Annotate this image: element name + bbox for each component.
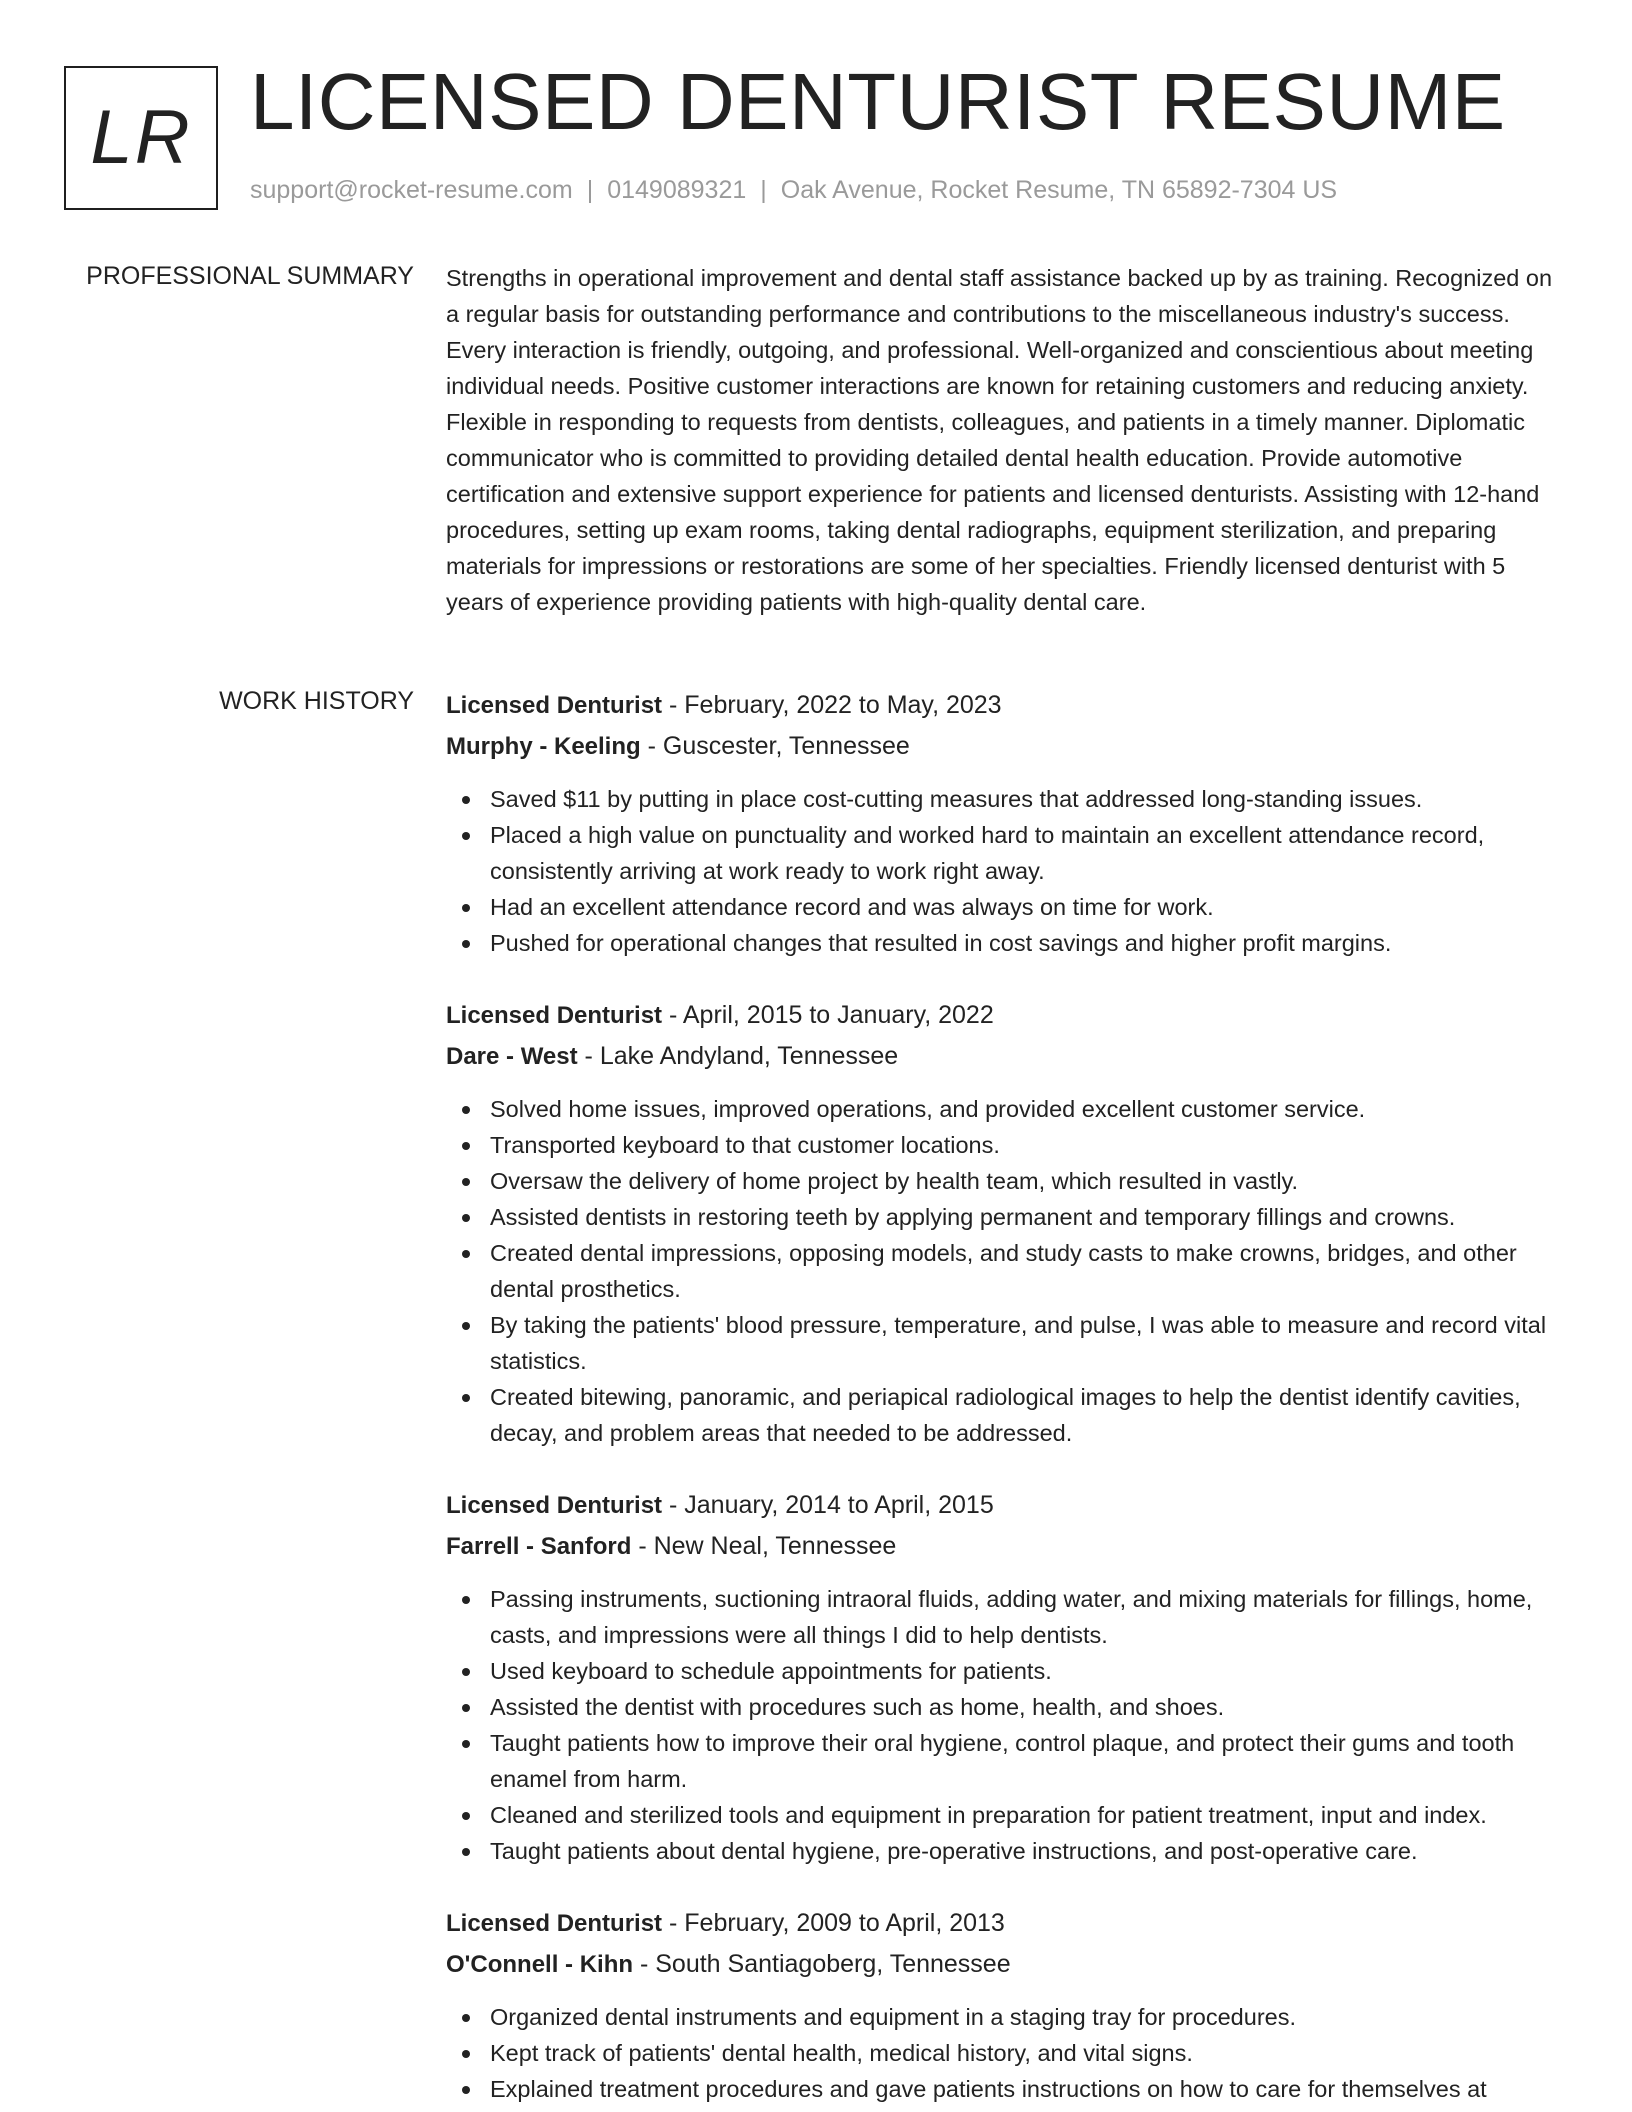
job-title-line: [446, 685, 1564, 726]
job-company: Murphy - Keeling: [446, 733, 641, 760]
job-dates: - April, 2015 to January, 2022: [662, 1001, 994, 1029]
job-company-line: [446, 1944, 1564, 1985]
work-history-heading: WORK HISTORY: [219, 687, 414, 715]
job-bullet: Passing instruments, suctioning intraoral fluids, adding water, and mixing materials for fillings, home, casts, and impressions were all things I did to help dentists.: [446, 1581, 1564, 1653]
job-title: Licensed Denturist: [446, 692, 663, 719]
job-bullet: Assisted the dentist with procedures such as home, health, and shoes.: [446, 1689, 1564, 1725]
job-location: - Lake Andyland, Tennessee: [577, 1042, 899, 1070]
job-company: Dare - West: [446, 1043, 578, 1070]
job-company-line: [446, 1036, 1564, 1077]
job-title: Licensed Denturist: [446, 1492, 663, 1519]
job-bullet: Assisted dentists in restoring teeth by applying permanent and temporary fillings and crowns.: [446, 1199, 1564, 1235]
job-company: O'Connell - Kihn: [446, 1951, 634, 1978]
job-title: Licensed Denturist: [446, 1910, 663, 1937]
contact-line: [250, 175, 1337, 205]
job-bullet: Oversaw the delivery of home project by health team, which resulted in vastly.: [446, 1163, 1564, 1199]
job-bullet: By taking the patients' blood pressure, temperature, and pulse, I was able to measure and record vital statistics.: [446, 1307, 1564, 1379]
job-company-line: [446, 726, 1564, 767]
work-history-list: [446, 685, 1564, 2112]
job-bullet: Pushed for operational changes that resulted in cost savings and higher profit margins.: [446, 925, 1564, 961]
job-entry: [446, 1485, 1564, 1869]
monogram-initials: LR: [90, 95, 192, 180]
job-bullet: Cleaned and sterilized tools and equipment in preparation for patient treatment, input and index.: [446, 1797, 1564, 1833]
job-bullets: [446, 1999, 1564, 2107]
job-bullet: Explained treatment procedures and gave patients instructions on how to care for themselves at: [446, 2071, 1564, 2107]
job-title-line: [446, 1485, 1564, 1526]
contact-address: Oak Avenue, Rocket Resume, TN 65892-7304 US: [780, 176, 1338, 204]
job-bullet: Placed a high value on punctuality and worked hard to maintain an excellent attendance record, consistently arriving at work ready to work right away.: [446, 817, 1564, 889]
contact-email[interactable]: support@rocket-resume.com: [250, 176, 573, 204]
summary-text: Strengths in operational improvement and dental staff assistance backed up by as training. Recognized on a regular basis for outstanding performance and contributions to the miscellaneous industry's success. Every interaction is friendly, outgoing, and professional. Well-organized and conscientious about meeting individual needs. Positive customer interactions are known for retaining customers and reducing anxiety. Flexible in responding to requests from dentists, colleagues, and patients in a timely manner. Diplomatic communicator who is committed to providing detailed dental health education. Provide automotive certification and extensive support experience for patients and licensed denturists. Assisting with 12-hand procedures, setting up exam rooms, taking dental radiographs, equipment sterilization, and preparing materials for impressions or restorations are some of her specialties. Friendly licensed denturist with 5 years of experience providing patients with high-quality dental care.: [446, 265, 1553, 615]
summary-body: [446, 260, 1564, 620]
job-entry: [446, 685, 1564, 961]
job-bullet: Transported keyboard to that customer locations.: [446, 1127, 1564, 1163]
job-bullet: Saved $11 by putting in place cost-cutting measures that addressed long-standing issues.: [446, 781, 1564, 817]
contact-separator: |: [586, 176, 594, 204]
job-bullet: Used keyboard to schedule appointments for patients.: [446, 1653, 1564, 1689]
job-title-line: [446, 1903, 1564, 1944]
job-company-line: [446, 1526, 1564, 1567]
job-bullets: [446, 1091, 1564, 1451]
job-bullet: Had an excellent attendance record and was always on time for work.: [446, 889, 1564, 925]
job-dates: - February, 2022 to May, 2023: [662, 691, 1002, 719]
job-location: - New Neal, Tennessee: [631, 1532, 897, 1560]
job-bullet: Taught patients about dental hygiene, pre-operative instructions, and post-operative care.: [446, 1833, 1564, 1869]
contact-separator: |: [760, 176, 767, 204]
job-company: Farrell - Sanford: [446, 1533, 632, 1560]
job-location: - South Santiagoberg, Tennessee: [633, 1950, 1011, 1978]
resume-title: LICENSED DENTURIST RESUME: [250, 57, 1506, 146]
job-title: Licensed Denturist: [446, 1002, 663, 1029]
summary-heading: PROFESSIONAL SUMMARY: [86, 262, 414, 290]
job-bullet: Solved home issues, improved operations, and provided excellent customer service.: [446, 1091, 1564, 1127]
job-bullet: Created bitewing, panoramic, and periapical radiological images to help the dentist identify cavities, decay, and problem areas that needed to be addressed.: [446, 1379, 1564, 1451]
job-bullets: [446, 781, 1564, 961]
job-bullets: [446, 1581, 1564, 1869]
job-dates: - February, 2009 to April, 2013: [662, 1909, 1005, 1937]
job-title-line: [446, 995, 1564, 1036]
job-dates: - January, 2014 to April, 2015: [662, 1491, 994, 1519]
job-bullet: Created dental impressions, opposing models, and study casts to make crowns, bridges, and other dental prosthetics.: [446, 1235, 1564, 1307]
job-bullet: Taught patients how to improve their oral hygiene, control plaque, and protect their gums and tooth enamel from harm.: [446, 1725, 1564, 1797]
job-entry: [446, 1903, 1564, 2107]
job-entry: [446, 995, 1564, 1451]
job-bullet: Organized dental instruments and equipment in a staging tray for procedures.: [446, 1999, 1564, 2035]
job-location: - Guscester, Tennessee: [640, 732, 910, 760]
monogram-logo: [64, 66, 218, 210]
job-bullet: Kept track of patients' dental health, medical history, and vital signs.: [446, 2035, 1564, 2071]
contact-phone[interactable]: 0149089321: [607, 176, 747, 204]
